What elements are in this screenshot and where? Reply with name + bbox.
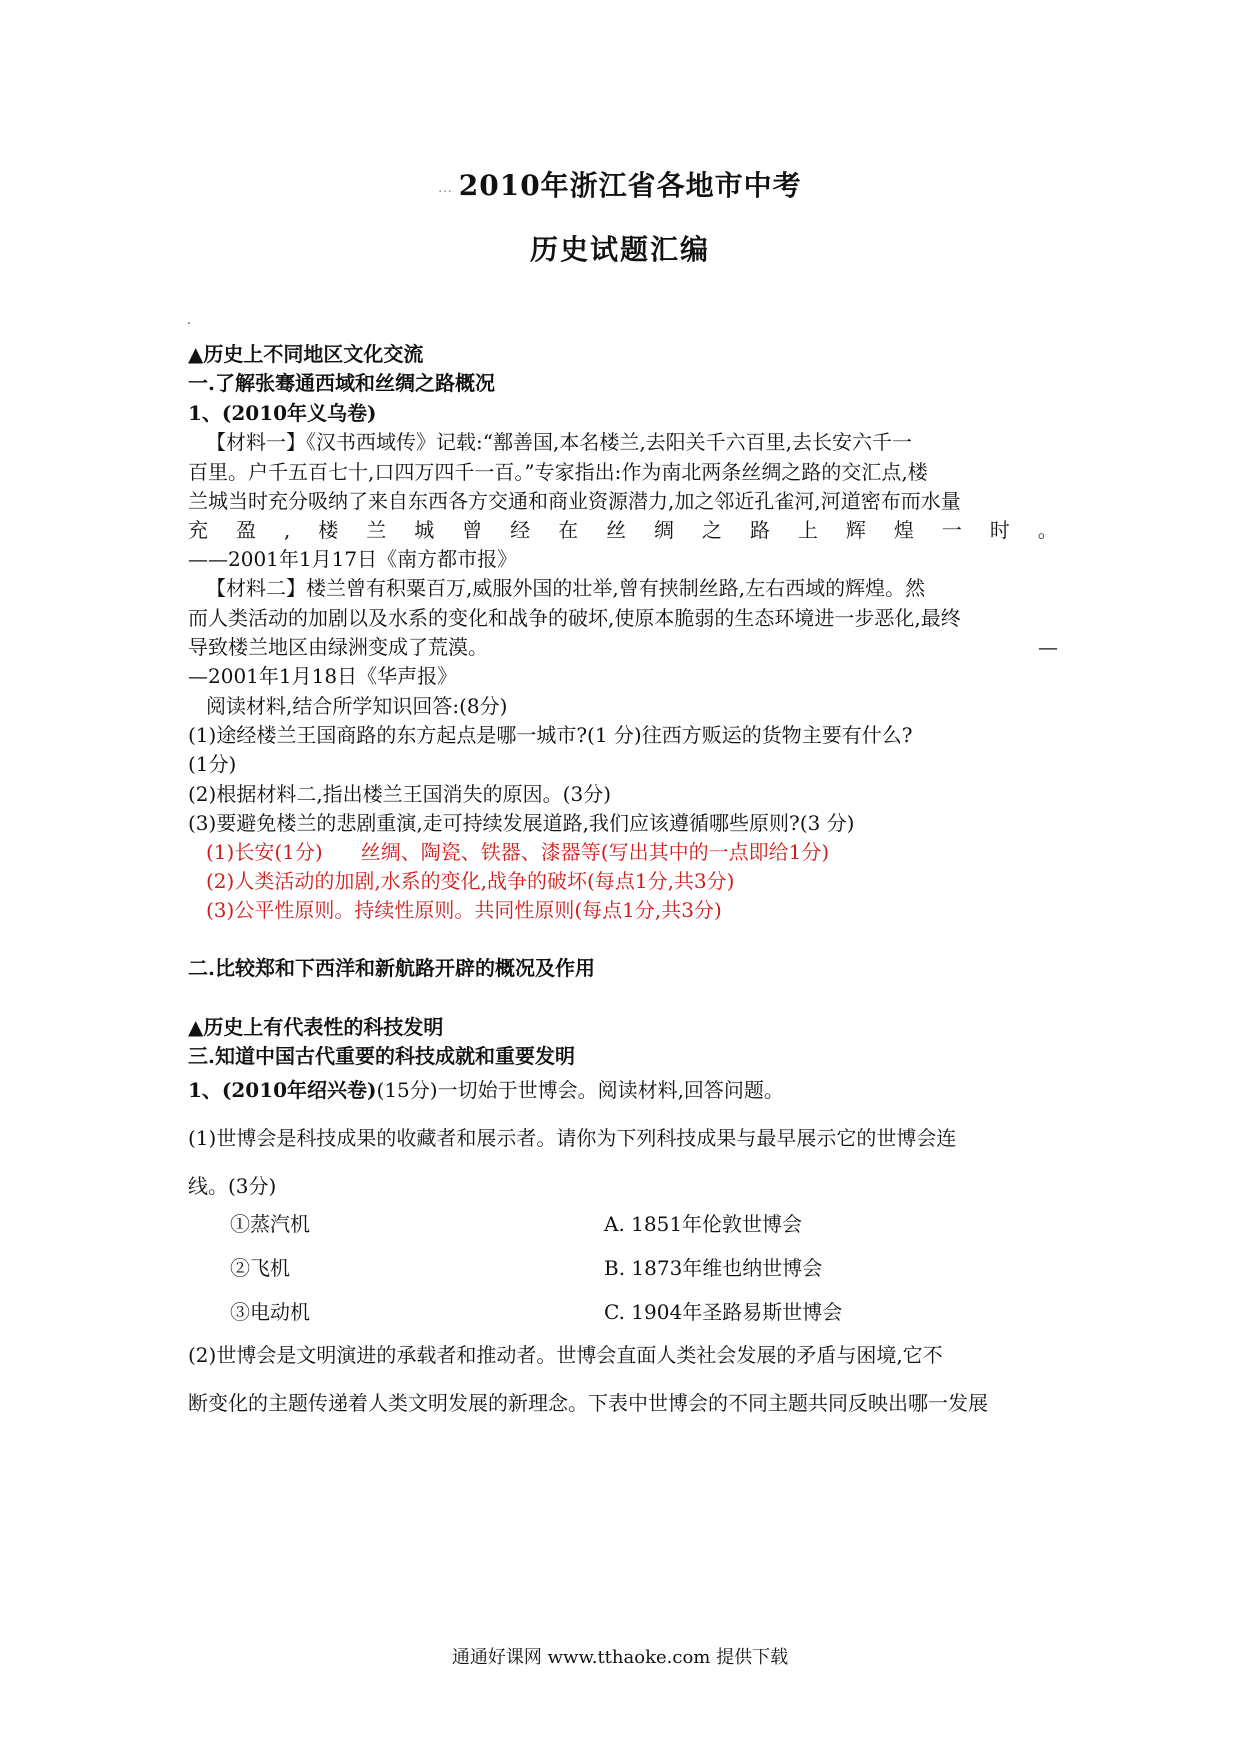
section1-heading: ▲历史上不同地区文化交流 [188, 342, 424, 366]
material1-source: ——2001年1月17日《南方都市报》 [188, 547, 518, 571]
mat1-char: 城 [414, 518, 435, 542]
material2-dash: — [1038, 635, 1058, 659]
document-title-line1 [0, 164, 1240, 204]
instruction: 阅读材料,结合所学知识回答:(8分) [206, 694, 508, 718]
option-left-3: ③电动机 [230, 1300, 310, 1324]
material1-line3: 兰城当时充分吸纳了来自东西各方交通和商业资源潜力,加之邻近孔雀河,河道密布而水量 [188, 489, 961, 513]
mat1-char: 盈 [235, 518, 256, 542]
answer-2: (2)人类活动的加剧,水系的变化,战争的破坏(每点1分,共3分) [206, 869, 735, 893]
question-shaoxing-label: 1、(2010年绍兴卷) [188, 1078, 377, 1102]
mat1-char: 在 [558, 518, 579, 542]
mat1-char: 煌 [893, 518, 914, 542]
option-left-2: ②飞机 [230, 1256, 290, 1280]
mat1-char: 楼 [318, 518, 339, 542]
option-right-3: C. 1904年圣路易斯世博会 [604, 1300, 843, 1324]
material1-line2: 百里。户千五百七十,口四万四千一百。”专家指出:作为南北两条丝绸之路的交汇点,楼 [188, 460, 928, 484]
document-title-line2: 历史试题汇编 [529, 233, 710, 266]
material2-line1: 【材料二】楼兰曾有积粟百万,威服外国的壮举,曾有挟制丝路,左右西域的辉煌。然 [206, 576, 926, 600]
mat1-char: 曾 [462, 518, 483, 542]
mat1-char: 辉 [845, 518, 866, 542]
page-footer: 通通好课网 www.tthaoke.com 提供下载 [451, 1647, 789, 1668]
subquestion-2: (2)根据材料二,指出楼兰王国消失的原因。(3分) [188, 782, 612, 806]
answer-1: (1)长安(1分) 丝绸、陶瓷、铁器、漆器等(写出其中的一点即给1分) [206, 840, 830, 864]
subquestion-1: (1)途经楼兰王国商路的东方起点是哪一城市?(1 分)往西方贩运的货物主要有什么? [188, 723, 913, 747]
material1-line4 [188, 516, 1058, 544]
option-left-1: ①蒸汽机 [230, 1212, 310, 1236]
mat1-char: 。 [1037, 518, 1058, 542]
mat1-char: 经 [510, 518, 531, 542]
question-shaoxing [188, 1076, 784, 1104]
subquestion-expo-2-line2: 断变化的主题传递着人类文明发展的新理念。下表中世博会的不同主题共同反映出哪一发展 [188, 1391, 988, 1415]
mat1-char: 兰 [366, 518, 387, 542]
mat1-char: 一 [941, 518, 962, 542]
material2-line3: 导致楼兰地区由绿洲变成了荒漠。 [188, 635, 488, 659]
section1-subheading: 一.了解张骞通西域和丝绸之路概况 [188, 371, 495, 395]
section3-subheading: 三.知道中国古代重要的科技成就和重要发明 [188, 1044, 575, 1068]
subquestion-expo-1-line1: (1)世博会是科技成果的收藏者和展示者。请你为下列科技成果与最早展示它的世博会连 [188, 1126, 957, 1150]
question-label: 1、(2010年义乌卷) [188, 401, 377, 425]
section2-subheading: 二.比较郑和下西洋和新航路开辟的概况及作用 [188, 956, 595, 980]
mat1-char: 路 [749, 518, 770, 542]
section3-heading: ▲历史上有代表性的科技发明 [188, 1015, 444, 1039]
material1-line1: 【材料一】《汉书西域传》记载:“鄯善国,本名楼兰,去阳关千六百里,去长安六千一 [206, 430, 913, 454]
stray-mark [188, 322, 190, 324]
option-right-2: B. 1873年维也纳世博会 [604, 1256, 823, 1280]
material2-line2: 而人类活动的加剧以及水系的变化和战争的破坏,使原本脆弱的生态环境进一步恶化,最终 [188, 606, 961, 630]
material2-source: —2001年1月18日《华声报》 [188, 664, 458, 688]
mat1-char: 丝 [606, 518, 627, 542]
title-dots: ... [438, 180, 453, 195]
question-shaoxing-text: (15分)一切始于世博会。阅读材料,回答问题。 [376, 1078, 784, 1102]
title-text: 2010年浙江省各地市中考 [458, 169, 802, 202]
answer-3: (3)公平性原则。持续性原则。共同性原则(每点1分,共3分) [206, 898, 722, 922]
option-right-1: A. 1851年伦敦世博会 [604, 1212, 803, 1236]
subquestion-expo-2-line1: (2)世博会是文明演进的承载者和推动者。世博会直面人类社会发展的矛盾与困境,它不 [188, 1343, 943, 1367]
mat1-char: 充 [188, 518, 208, 542]
mat1-char: , [283, 518, 291, 542]
mat1-char: 之 [702, 518, 723, 542]
subquestion-expo-1-line2: 线。(3分) [188, 1174, 277, 1198]
mat1-char: 上 [797, 518, 818, 542]
mat1-char: 时 [989, 518, 1010, 542]
mat1-char: 绸 [654, 518, 675, 542]
subquestion-1-cont: (1分) [188, 752, 237, 776]
subquestion-3: (3)要避免楼兰的悲剧重演,走可持续发展道路,我们应该遵循哪些原则?(3 分) [188, 811, 855, 835]
